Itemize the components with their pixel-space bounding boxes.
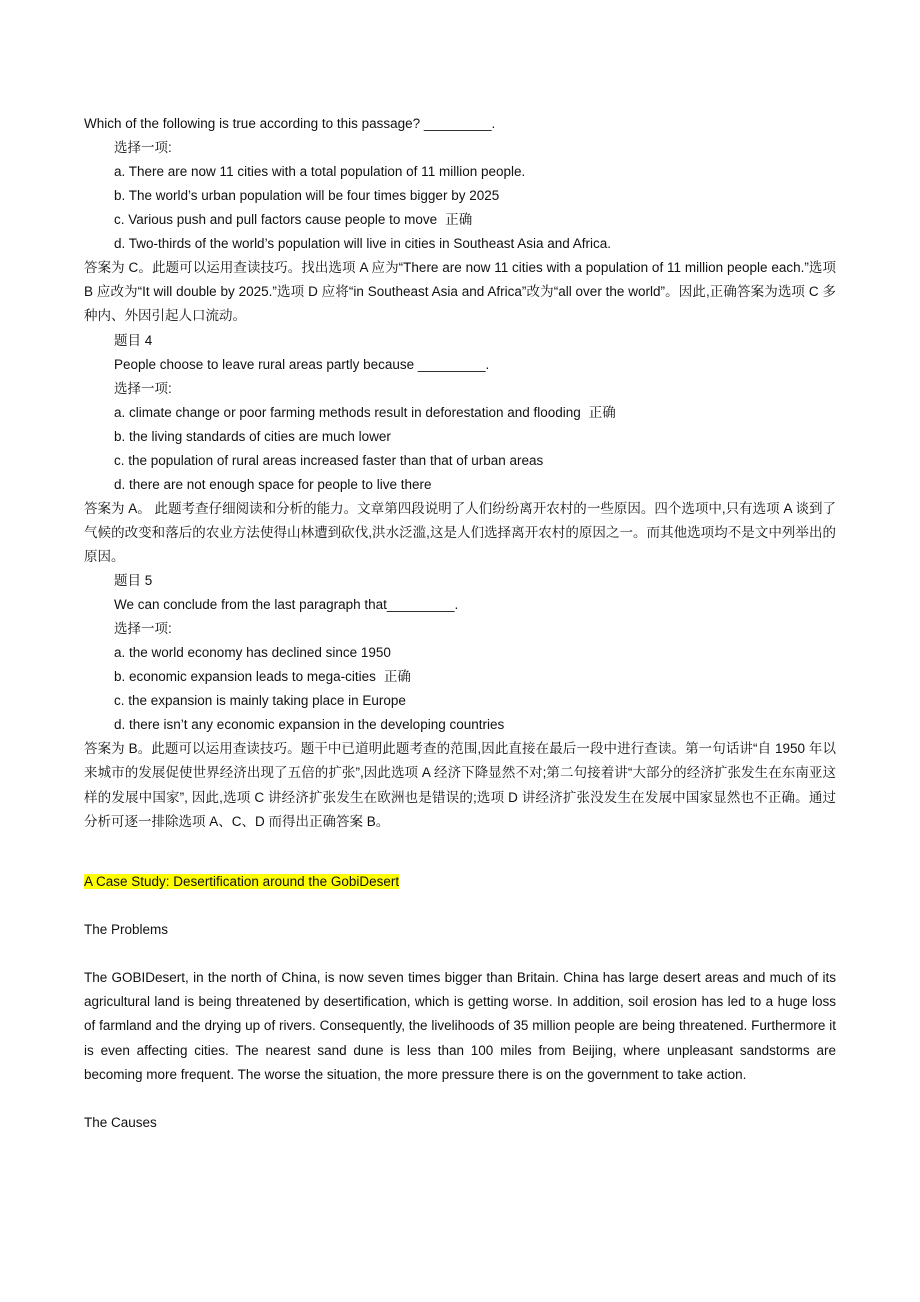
q3-option-b [84, 184, 836, 208]
q4-answer-explanation: 答案为 A。 此题考查仔细阅读和分析的能力。文章第四段说明了人们纷纷离开农村的一些原因。四个选项中,只有选项 A 谈到了气候的改变和落后的农业方法使得山林遭到砍伐,洪水泛滥,这是人们选择离开农村的原因之一。而其他选项均不是文中列举出的原因。 [84, 500, 836, 565]
q4-question: People choose to leave rural areas partly because _________. [114, 356, 490, 372]
q5-option-c [84, 689, 836, 713]
option-text: a. climate change or poor farming methods result in deforestation and flooding [114, 404, 581, 420]
problems-heading: The Problems [84, 922, 169, 938]
q3-option-d [84, 232, 836, 256]
causes-heading: The Causes [84, 1115, 157, 1131]
q5-option-a [84, 641, 836, 665]
q5-answer-explanation: 答案为 B。此题可以运用查读技巧。题干中已道明此题考查的范围,因此直接在最后一段中进行查读。第一句话讲“自 1950 年以来城市的发展促使世界经济出现了五倍的扩张”,因此选项 A 经济下降显然不对;第二句接着讲“大部分的经济扩张发生在东南亚这样的发展中国家”, 因此,选项 C 讲经济扩张发生在欧洲也是错误的;选项 D 讲经济扩张没发生在发展中国家显然也不正确。通过分析可逐一排除选项 A、C、D 而得出正确答案 B。 [84, 741, 836, 829]
highlighted-heading: A Case Study: Desertification around the GobiDesert [84, 874, 400, 890]
q4-title: 题目 4 [114, 332, 153, 348]
q4-option-c [84, 449, 836, 473]
q5-option-b [84, 665, 836, 689]
q4-option-d [84, 473, 836, 497]
q3-question: Which of the following is true according to this passage? _________. [84, 116, 496, 131]
option-text: d. there are not enough space for people to live there [114, 476, 432, 492]
option-text: c. the expansion is mainly taking place in Europe [114, 693, 406, 709]
document-page [84, 112, 836, 1135]
option-text: b. economic expansion leads to mega-cities [114, 669, 376, 685]
q3-option-a [84, 160, 836, 184]
spacer [84, 894, 836, 918]
q5-question: We can conclude from the last paragraph that_________. [114, 597, 459, 613]
q3-answer-explanation: 答案为 C。此题可以运用查读技巧。找出选项 A 应为“There are now 11 cities with a population of 11 million people each.”选项 B 应改为“It will double by 2025.”选项 D 应将“in Southeast Asia and Africa”改为“all over the world”。因此,正确答案为选项 C 多种内、外因引起人口流动。 [84, 260, 836, 324]
q4-option-a [84, 401, 836, 425]
option-text: d. Two-thirds of the world’s population will live in cities in Southeast Asia and Africa. [114, 236, 612, 251]
correct-mark: 正确 [383, 669, 411, 685]
problems-paragraph: The GOBIDesert, in the north of China, is now seven times bigger than Britain. China has large desert areas and much of its agricultural land is being threatened by desertification, which is getting worse. In addition, soil erosion has led to a huge loss of farmland and the drying up of rivers. Consequently, the livelihoods of 35 million people are being threatened. Furthermore it is even affecting cities. The nearest sand dune is less than 100 miles from Beijing, where unpleasant sandstorms are becoming more frequent. The worse the situation, the more pressure there is on the government to take action. [84, 970, 836, 1082]
option-text: d. there isn’t any economic expansion in the developing countries [114, 717, 505, 733]
option-text: b. The world’s urban population will be four times bigger by 2025 [114, 188, 500, 203]
case-study-title [84, 870, 836, 894]
q4-choose-label: 选择一项: [114, 380, 172, 396]
option-text: c. the population of rural areas increased faster than that of urban areas [114, 452, 544, 468]
q5-title: 题目 5 [114, 573, 153, 589]
spacer [84, 942, 836, 966]
option-text: c. Various push and pull factors cause people to move [114, 212, 438, 227]
q4-option-b [84, 425, 836, 449]
q3-choose-label: 选择一项: [114, 140, 172, 155]
q5-choose-label: 选择一项: [114, 621, 172, 637]
option-text: b. the living standards of cities are much lower [114, 428, 391, 444]
spacer [84, 1087, 836, 1111]
correct-mark: 正确 [588, 404, 616, 420]
correct-mark: 正确 [445, 212, 473, 227]
spacer [84, 834, 836, 870]
option-text: a. the world economy has declined since 1950 [114, 645, 391, 661]
q3-option-c [84, 208, 836, 232]
q5-option-d [84, 713, 836, 737]
option-text: a. There are now 11 cities with a total population of 11 million people. [114, 164, 526, 179]
